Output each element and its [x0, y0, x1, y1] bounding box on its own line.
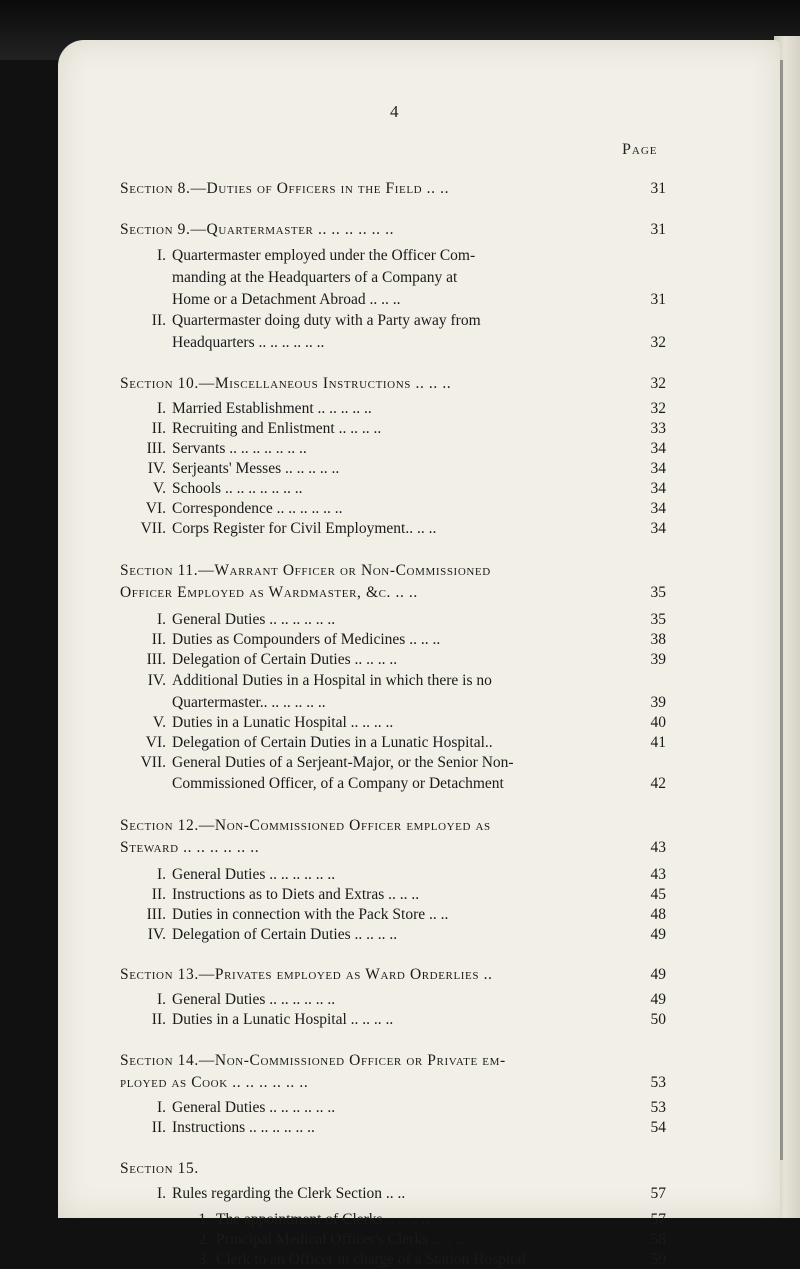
toc-entry-number: VII. — [140, 520, 166, 537]
toc-entry-number: I. — [156, 866, 166, 883]
toc-entry-number: VI. — [145, 734, 166, 751]
toc-entry-text — [192, 1211, 429, 1229]
toc-page-number: 53 — [650, 1074, 666, 1091]
toc-page-number: 31 — [650, 221, 666, 238]
toc-entry-text — [120, 221, 394, 239]
toc-entry-title: Headquarters .. .. .. .. .. .. — [172, 334, 325, 351]
toc-page-number: 34 — [650, 440, 666, 457]
toc-page-number: 50 — [650, 1011, 666, 1028]
toc-entry-number: II. — [151, 631, 166, 648]
toc-page-number: 34 — [650, 480, 666, 497]
toc-entry-title: Section 12.—Non-Commissioned Officer employed as — [120, 817, 491, 834]
toc-page-number: 32 — [650, 375, 666, 392]
toc-entry-title: Instructions as to Diets and Extras .. .. .. — [172, 886, 420, 903]
toc-entry-text — [120, 839, 259, 857]
toc-entry-text — [134, 1185, 405, 1203]
toc-entry-text — [134, 926, 397, 944]
toc-entry-text — [134, 1099, 335, 1117]
toc-entry-title: Section 13.—Privates employed as Ward Orderlies .. — [120, 966, 493, 983]
toc-page-number: 38 — [650, 631, 666, 648]
toc-page-number: 35 — [650, 611, 666, 628]
toc-entry-number: 2. — [198, 1231, 210, 1248]
toc-entry-text — [134, 440, 307, 458]
toc-entry-text — [192, 1251, 526, 1269]
toc-entry-number: I. — [156, 991, 166, 1008]
toc-entry-title: Delegation of Certain Duties .. .. .. .. — [172, 926, 398, 943]
toc-entry-text — [172, 269, 457, 287]
toc-entry-title: Clerk to an Officer in charge of a Station Hospital — [216, 1251, 526, 1268]
toc-page-number: 33 — [650, 420, 666, 437]
toc-entry-text — [172, 775, 504, 793]
toc-page-number: 34 — [650, 520, 666, 537]
toc-entry-number: VII. — [140, 754, 166, 771]
toc-entry-title: Duties as Compounders of Medicines .. .. .. — [172, 631, 441, 648]
page-column-header: Page — [622, 141, 658, 158]
toc-entry-number: I. — [156, 400, 166, 417]
toc-entry-title: Married Establishment .. .. .. .. .. — [172, 400, 372, 417]
toc-page-number: 53 — [650, 1099, 666, 1116]
toc-entry-text — [134, 714, 393, 732]
toc-entry-number: III. — [146, 651, 166, 668]
toc-entry-text — [134, 631, 440, 649]
toc-entry-title: The appointment of Clerks .. .. .. .. — [216, 1211, 430, 1228]
toc-entry-text — [134, 906, 448, 924]
toc-entry-title: General Duties of a Serjeant-Major, or the Senior Non- — [172, 754, 514, 771]
toc-page-number: 32 — [650, 400, 666, 417]
toc-page-number: 39 — [650, 694, 666, 711]
toc-page-number: 49 — [650, 966, 666, 983]
toc-entry-text — [134, 520, 436, 538]
toc-page-number: 57 — [650, 1185, 666, 1202]
toc-entry-text — [134, 460, 339, 478]
toc-page-number: 39 — [650, 651, 666, 668]
book-page — [58, 40, 780, 1268]
toc-entry-title: Instructions .. .. .. .. .. .. — [172, 1119, 315, 1136]
toc-entry-text — [120, 562, 491, 580]
toc-entry-number: IV. — [147, 672, 166, 689]
toc-entry-title: Home or a Detachment Abroad .. .. .. — [172, 291, 401, 308]
toc-entry-number: 3. — [198, 1251, 210, 1268]
toc-entry-title: Section 15. — [120, 1160, 199, 1177]
toc-entry-number: II. — [151, 312, 166, 329]
toc-entry-title: Principal Medical Officer's Clerks .. .. .. — [216, 1231, 464, 1248]
toc-entry-number: V. — [152, 714, 166, 731]
toc-entry-text — [134, 672, 492, 690]
toc-entry-text — [172, 334, 324, 352]
toc-entry-title: Delegation of Certain Duties .. .. .. .. — [172, 651, 398, 668]
toc-entry-title: Quartermaster doing duty with a Party away from — [172, 312, 481, 329]
toc-entry-number: II. — [151, 420, 166, 437]
toc-entry-title: Section 8.—Duties of Officers in the Field .. .. — [120, 180, 450, 197]
toc-entry-number: I. — [156, 247, 166, 264]
toc-entry-title: Servants .. .. .. .. .. .. .. — [172, 440, 307, 457]
toc-entry-text — [134, 247, 475, 265]
toc-entry-text — [134, 1011, 393, 1029]
toc-page-number: 48 — [650, 906, 666, 923]
toc-entry-number: I. — [156, 1185, 166, 1202]
toc-entry-title: Officer Employed as Wardmaster, &c. .. .. — [120, 584, 418, 601]
toc-page-number: 34 — [650, 500, 666, 517]
toc-entry-title: Section 14.—Non-Commissioned Officer or Private em- — [120, 1052, 506, 1069]
toc-entry-title: Additional Duties in a Hospital in which there is no — [172, 672, 492, 689]
toc-entry-title: Section 11.—Warrant Officer or Non-Commissioned — [120, 562, 491, 579]
toc-entry-title: Quartermaster employed under the Officer Com- — [172, 247, 476, 264]
toc-page-number: 43 — [650, 866, 666, 883]
toc-entry-number: V. — [152, 480, 166, 497]
toc-entry-title: Quartermaster.. .. .. .. .. .. — [172, 694, 326, 711]
toc-entry-title: Section 9.—Quartermaster .. .. .. .. .. .. — [120, 221, 395, 238]
toc-entry-title: ployed as Cook .. .. .. .. .. .. — [120, 1074, 309, 1091]
toc-entry-text — [120, 817, 491, 835]
toc-page-number: 35 — [650, 584, 666, 601]
toc-entry-text — [134, 400, 372, 418]
toc-entry-title: Duties in connection with the Pack Store .. .. — [172, 906, 449, 923]
toc-entry-title: Duties in a Lunatic Hospital .. .. .. .. — [172, 714, 394, 731]
toc-entry-number: VI. — [145, 500, 166, 517]
page-number: 4 — [390, 102, 399, 121]
toc-entry-text — [120, 180, 449, 198]
toc-entry-title: Corps Register for Civil Employment.. .. .. — [172, 520, 437, 537]
toc-entry-title: General Duties .. .. .. .. .. .. — [172, 611, 336, 628]
toc-entry-number: IV. — [147, 460, 166, 477]
toc-entry-text — [134, 734, 493, 752]
toc-entry-title: manding at the Headquarters of a Company at — [172, 269, 458, 286]
toc-entry-text — [134, 611, 335, 629]
toc-entry-text — [172, 694, 326, 712]
toc-entry-number: II. — [151, 1119, 166, 1136]
toc-entry-text — [134, 312, 481, 330]
toc-entry-title: Correspondence .. .. .. .. .. .. — [172, 500, 343, 517]
toc-entry-title: Schools .. .. .. .. .. .. .. — [172, 480, 303, 497]
toc-page-number: 49 — [650, 991, 666, 1008]
toc-entry-title: General Duties .. .. .. .. .. .. — [172, 866, 336, 883]
toc-page-number: 31 — [650, 180, 666, 197]
toc-page-number: 43 — [650, 839, 666, 856]
toc-entry-text — [134, 420, 381, 438]
toc-entry-text — [134, 651, 397, 669]
toc-entry-title: Duties in a Lunatic Hospital .. .. .. .. — [172, 1011, 394, 1028]
toc-entry-text — [120, 966, 493, 984]
toc-entry-text — [120, 1160, 199, 1178]
toc-entry-number: III. — [146, 906, 166, 923]
toc-entry-text — [134, 991, 335, 1009]
toc-page-number: 45 — [650, 886, 666, 903]
toc-page-number: 40 — [650, 714, 666, 731]
toc-page-number: 34 — [650, 460, 666, 477]
toc-entry-title: Delegation of Certain Duties in a Lunatic Hospital.. — [172, 734, 493, 751]
toc-page-number: 58 — [650, 1231, 666, 1248]
toc-page-number: 54 — [650, 1119, 666, 1136]
toc-entry-title: Serjeants' Messes .. .. .. .. .. — [172, 460, 340, 477]
toc-entry-title: General Duties .. .. .. .. .. .. — [172, 991, 336, 1008]
toc-page-number: 42 — [650, 775, 666, 792]
toc-entry-text — [134, 754, 514, 772]
toc-entry-text — [134, 480, 302, 498]
toc-entry-number: III. — [146, 440, 166, 457]
toc-page-number: 31 — [650, 291, 666, 308]
toc-entry-title: Commissioned Officer, of a Company or Detachment — [172, 775, 504, 792]
toc-entry-number: II. — [151, 1011, 166, 1028]
toc-entry-text — [172, 291, 401, 309]
toc-entry-text — [120, 1052, 506, 1070]
binding-shadow — [780, 60, 783, 1160]
toc-entry-number: I. — [156, 611, 166, 628]
toc-page-number: 57 — [650, 1211, 666, 1228]
toc-entry-number: IV. — [147, 926, 166, 943]
toc-page-number: 32 — [650, 334, 666, 351]
toc-entry-text — [192, 1231, 463, 1249]
toc-entry-number: I. — [156, 1099, 166, 1116]
toc-entry-title: Section 10.—Miscellaneous Instructions .. .. .. — [120, 375, 452, 392]
toc-entry-number: 1. — [198, 1211, 210, 1228]
toc-entry-title: General Duties .. .. .. .. .. .. — [172, 1099, 336, 1116]
toc-entry-text — [120, 375, 451, 393]
toc-entry-title: Rules regarding the Clerk Section .. .. — [172, 1185, 406, 1202]
toc-entry-text — [120, 1074, 308, 1092]
toc-page-number: 41 — [650, 734, 666, 751]
toc-entry-text — [134, 500, 342, 518]
toc-entry-title: Recruiting and Enlistment .. .. .. .. — [172, 420, 382, 437]
toc-entry-number: II. — [151, 886, 166, 903]
toc-entry-text — [134, 1119, 315, 1137]
toc-page-number: 59 — [650, 1251, 666, 1268]
toc-entry-text — [134, 866, 335, 884]
toc-page-number: 49 — [650, 926, 666, 943]
toc-entry-title: Steward .. .. .. .. .. .. — [120, 839, 260, 856]
toc-entry-text — [120, 584, 418, 602]
toc-entry-text — [134, 886, 419, 904]
